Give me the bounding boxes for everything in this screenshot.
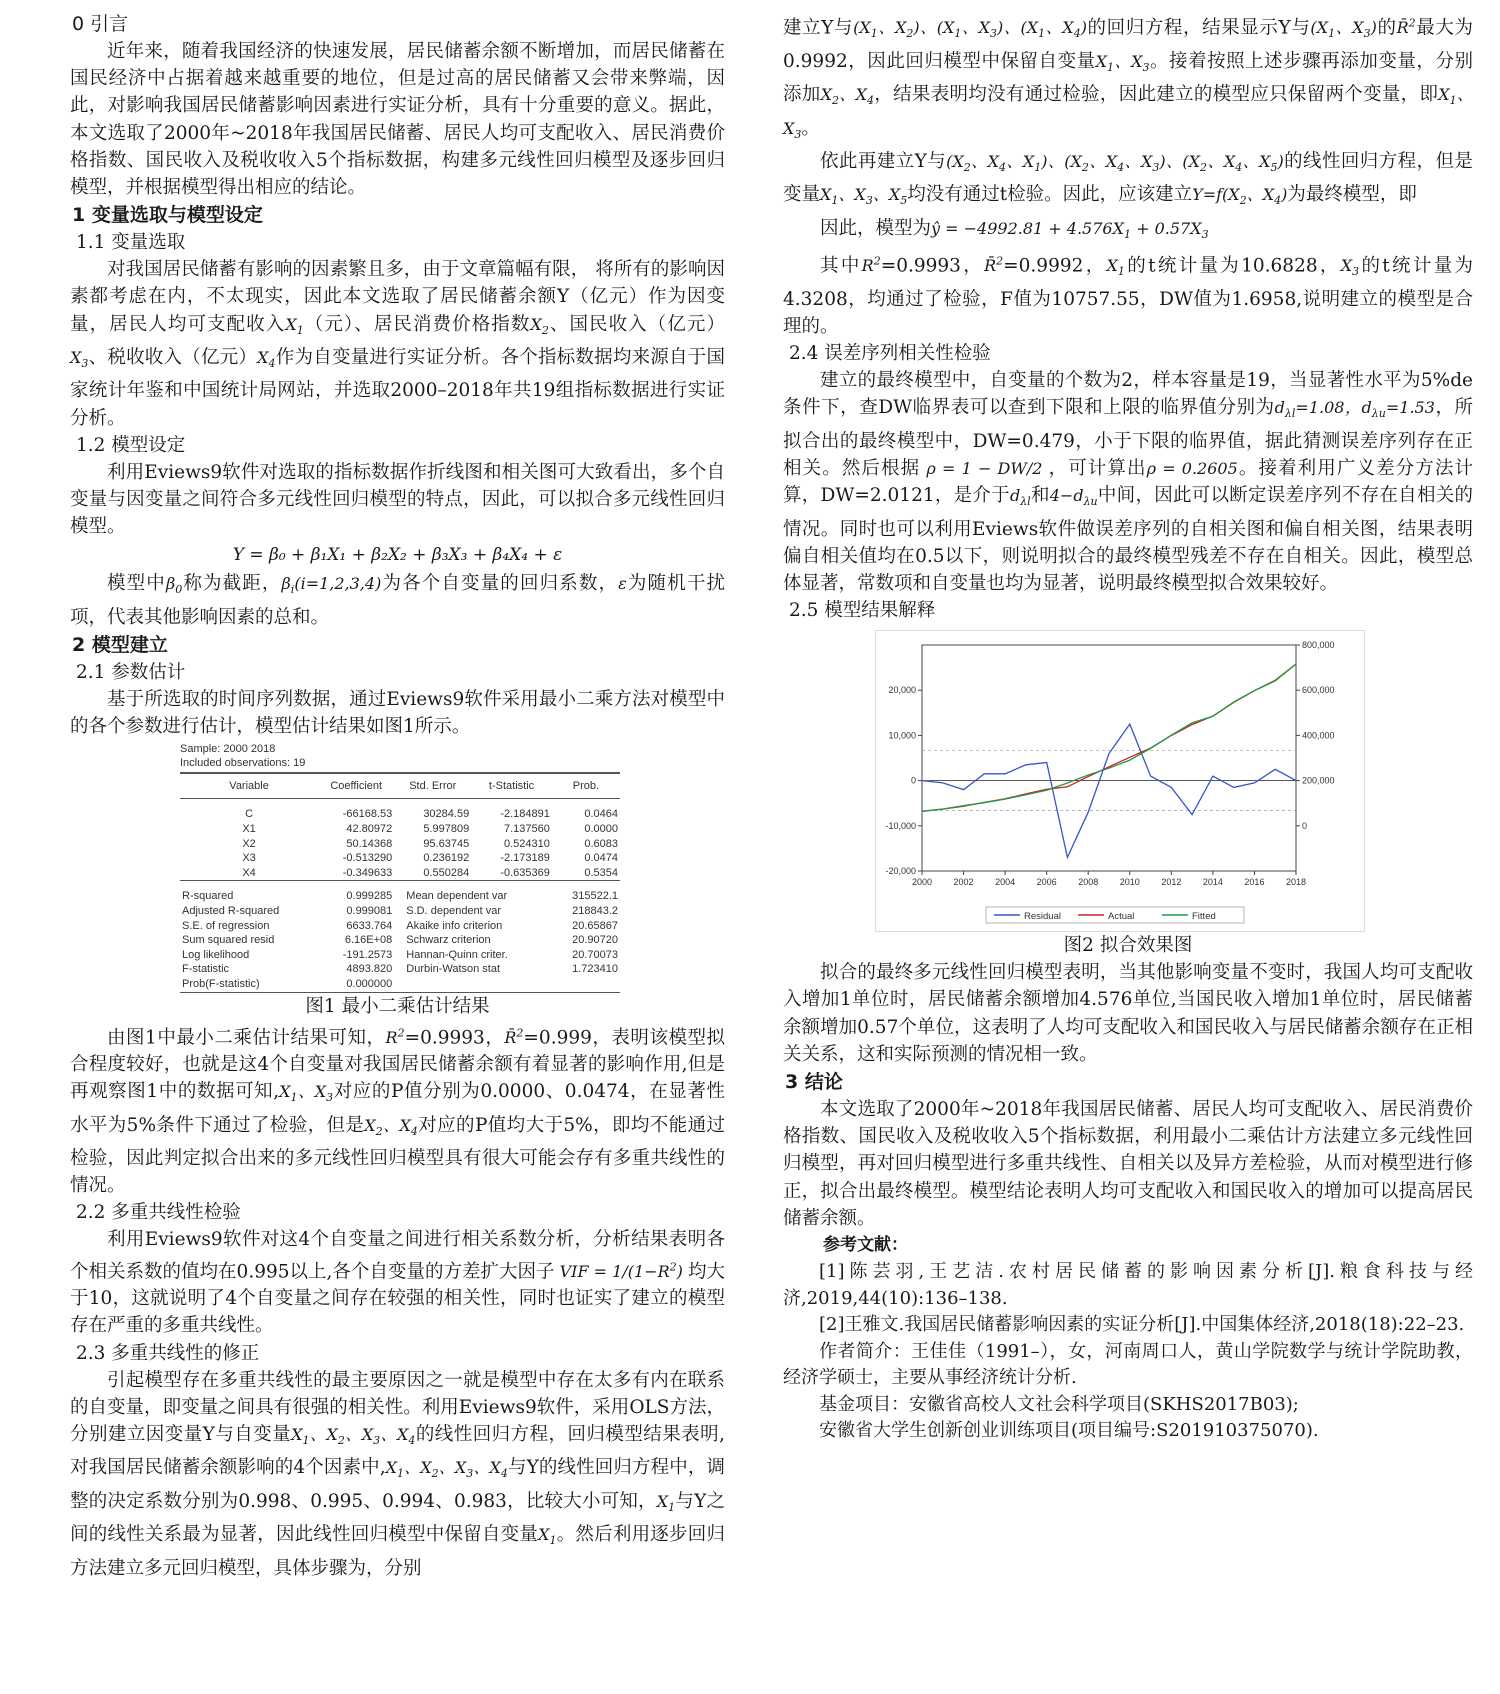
estimation-paragraph: 基于所选取的时间序列数据，通过Eviews9软件采用最小二乘方法对模型中的各个参数进行估计，模型估计结果如图1所示。 (70, 689, 725, 738)
table-row: X1 42.80972 5.997809 7.137560 0.0000 (242, 823, 618, 836)
funding-2: 安徽省大学生创新创业训练项目(项目编号:S201910375070). (819, 1420, 1319, 1442)
fit-chart-svg (876, 631, 1364, 931)
x-tick-label: 2002 (953, 877, 974, 888)
table-header: t-Statistic (488, 780, 535, 793)
stepwise-paragraph: 建立Y与($X_1$、$X_2$)、($X_1$、$X_3$)、($X_1$、$X_4$)的回归方程，结果显示Y与($X_1$、$X_3$)的R̄$^2$最大为0.9992，因此回归模型中保留自变量$X_1$、$X_3$。接着按照上述步骤再添加变量，分别添加$X_2$、$X_4$，结果表明均没有通过检验，因此建立的模型应只保留两个变量，即$X_1$、$X_3$。 (783, 17, 1473, 141)
right-column (783, 10, 1473, 1445)
left-tick-label: 0 (910, 775, 916, 786)
right-tick-label: 200,000 (1302, 775, 1335, 786)
stats-row: R-squared 0.999285 Mean dependent var 315522.1 (182, 890, 618, 903)
section-0-title: 0 引言 (72, 13, 129, 35)
section-1-title: 1 变量选取与模型设定 (72, 204, 263, 227)
x-tick-label: 2012 (1161, 877, 1182, 888)
section-2-3-title: 2.3 多重共线性的修正 (76, 1342, 260, 1364)
section-2-5-title: 2.5 模型结果解释 (789, 600, 936, 622)
x-tick-label: 2004 (995, 877, 1016, 888)
section-1-2-title: 1.2 模型设定 (76, 434, 186, 456)
plot-frame (922, 645, 1296, 871)
author-info: 作者简介：王佳佳（1991–），女，河南周口人，黄山学院数学与统计学院助教，经济学硕士，主要从事经济统计分析. (783, 1340, 1473, 1389)
right-tick-label: 800,000 (1302, 640, 1335, 651)
x-tick-label: 2018 (1285, 877, 1307, 888)
section-2-4-title: 2.4 误差序列相关性检验 (789, 343, 991, 365)
fit-chart (875, 630, 1365, 932)
collinearity-test-paragraph: 利用Eviews9软件对这4个自变量之间进行相关系数分析，分析结果表明各个相关系数的值均在0.995以上,各个自变量的方差扩大因子 VIF = $1/(1-R^2)$ 均大于10，这就说明了4个自变量之间存在较强的相关性，同时也证实了建立的模型存在严重的多重共线性。 (70, 1229, 725, 1337)
ols-result-table (180, 742, 620, 992)
regression-equation: Y = β₀ + β₁X₁ + β₂X₂ + β₃X₃ + β₄X₄ + ε (232, 545, 563, 566)
series-line-actual (922, 664, 1296, 811)
left-tick-label: 10,000 (888, 730, 916, 741)
x-tick-label: 2006 (1036, 877, 1057, 888)
table-header: Std. Error (409, 780, 457, 793)
left-column (70, 10, 725, 1582)
section-2-2-title: 2.2 多重共线性检验 (76, 1202, 241, 1224)
stats-row: S.E. of regression 6633.764 Akaike info criterion 20.65867 (182, 919, 618, 932)
model-formula-paragraph: 因此，模型为ŷ = $-4992.81 + 4.576X_1 + 0.57X_3$ (820, 217, 1209, 241)
stats-row: Log likelihood -191.2573 Hannan-Quinn criter. 20.70073 (182, 948, 618, 961)
reference-2: [2]王雅文.我国居民储蓄影响因素的实证分析[J].中国集体经济,2018(18):22–23. (819, 1314, 1465, 1336)
section-2-title: 2 模型建立 (72, 634, 168, 657)
table-header: Variable (229, 780, 269, 793)
left-tick-label: -20,000 (885, 866, 916, 877)
table-row: X2 50.14368 95.63745 0.524310 0.6083 (242, 837, 618, 850)
ols-result-paragraph: 由图1中最小二乘估计结果可知，$R^2=0.9993$，R̄$^2$=0.999，表明该模型拟合程度较好，也就是这4个自变量对我国居民储蓄余额有着显著的影响作用,但是再观察图1中的数据可知$,X_1$、$X_3$对应的P值分别为0.0000、0.0474，在显著性水平为5%条件下通过了检验，但是$X_2$、$X_4$对应的P值均大于5%，即均不能通过检验，因此判定拟合出来的多元线性回归模型具有很大可能会存有多重共线性的情况。 (70, 1026, 726, 1197)
table-row: X4 -0.349633 0.550284 -0.635369 0.5354 (180, 866, 620, 881)
stats-row: Adjusted R-squared 0.999081 S.D. dependent var 218843.2 (182, 904, 618, 917)
final-model-paragraph: 依此再建立Y与($X_2$、$X_4$、$X_1$)、($X_2$、$X_4$、$X_3$)、($X_2$、$X_4$、$X_5$)的线性回归方程，但是变量$X_1$、$X_3$、$X_5$均没有通过t检验。因此，应该建立$Y=f(X_2$、$X_4$)为最终模型，即 (783, 150, 1473, 208)
model-explain-paragraph: 模型中$\beta_0$称为截距，$\beta_i(i=1,2,3,4)$为各个自变量的回归系数，ε为随机干扰项，代表其他影响因素的总和。 (70, 573, 725, 628)
table-observations: Included observations: 19 (180, 757, 306, 770)
variable-selection-paragraph: 对我国居民储蓄有影响的因素繁且多，由于文章篇幅有限， 将所有的影响因素都考虑在内，不太现实，因此本文选取了居民储蓄余额Y（亿元）作为因变量，居民人均可支配收入$X_1$（元）、居民消费价格指数$X_2$、国民收入（亿元）$X_3$、税收收入（亿元）$X_4$作为自变量进行实证分析。各个指标数据均来源自于国家统计年鉴和中国统计局网站，并选取2000–2018年共19组指标数据进行实证分析。 (70, 259, 725, 429)
stats-row: Prob(F-statistic) 0.000000 (180, 977, 620, 992)
right-tick-label: 0 (1302, 820, 1308, 831)
collinearity-fix-paragraph: 引起模型存在多重共线性的最主要原因之一就是模型中存在太多有内在联系的自变量，即变量之间具有很强的相关性。利用Eviews9软件，采用OLS方法，分别建立因变量Y与自变量$X_1$、$X_2$、$X_3$、$X_4$的线性回归方程，回归模型结果表明,对我国居民储蓄余额影响的4个因素中$,X_1$、$X_2$、$X_3$、$X_4$与Y的线性回归方程中，调整的决定系数分别为0.998、0.995、0.994、0.983，比较大小可知，$X_1$与Y之间的线性关系最为显著，因此线性回归模型中保留自变量$X_1$。然后利用逐步回归方法建立多元回归模型，具体步骤为，分别 (70, 1369, 725, 1579)
figure-2-caption: 图2 拟合效果图 (1063, 935, 1193, 957)
legend-label: Residual (1024, 911, 1061, 923)
model-fit-paragraph: 其中$R^2=0.9993$，R̄$^2$=0.9992，$X_1$的t统计量为10.6828，$X_3$的t统计量为4.3208，均通过了检验，F值为10757.55，DW值为1.6958,说明建立的模型是合理的。 (783, 255, 1474, 337)
x-tick-label: 2008 (1078, 877, 1099, 888)
table-row: X3 -0.513290 0.236192 -2.173189 0.0474 (242, 852, 618, 865)
stats-row: F-statistic 4893.820 Durbin-Watson stat 1.723410 (182, 963, 618, 976)
section-3-title: 3 结论 (785, 1071, 843, 1093)
stats-row: Sum squared resid 6.16E+08 Schwarz criterion 20.90720 (182, 934, 618, 947)
references-title: 参考文献： (823, 1235, 908, 1256)
figure-1-caption: 图1 最小二乘估计结果 (305, 995, 490, 1017)
table-header: Coefficient (330, 780, 383, 793)
autocorrelation-paragraph: 建立的最终模型中，自变量的个数为2，样本容量是19，当显著性水平为5%de条件下，查DW临界表可以查到下限和上限的临界值分别为$d_{\lambda l}=1.08$，$d_{\lambda u}=1.53$，所拟合出的最终模型中，DW=0.479，小于下限的临界值，据此猜测误差序列存在正相关。然后根据 ρ = 1 − DW/2 ，可计算出ρ = 0.2605。接着利用广义差分方法计算，DW=2.0121，是介于$d_{\lambda l}$和$4-d_{\lambda u}$中间，因此可以断定误差序列不存在自相关的情况。同时也可以利用Eviews软件做误差序列的自相关图和偏自相关图，结果表明偏自相关值均在0.5以下，则说明拟合的最终模型残差不存在自相关。因此，模型总体显著，常数项和自变量也均为显著，说明最终模型拟合效果较好。 (783, 370, 1473, 594)
model-setting-paragraph: 利用Eviews9软件对选取的指标数据作折线图和相关图可大致看出，多个自变量与因变量之间符合多元线性回归模型的特点，因此，可以拟合多元线性回归模型。 (70, 461, 725, 538)
x-tick-label: 2000 (911, 877, 933, 888)
table-header: Prob. (572, 780, 600, 793)
x-tick-label: 2016 (1244, 877, 1265, 888)
interpretation-paragraph: 拟合的最终多元线性回归模型表明，当其他影响变量不变时，我国人均可支配收入增加1单位时，居民储蓄余额增加4.576单位,当国民收入增加1单位时，居民储蓄余额增加0.57个单位，这表明了人均可支配收入和国民收入与居民储蓄余额存在正相关关系，这和实际预测的情况相一致。 (783, 962, 1473, 1065)
right-tick-label: 600,000 (1302, 685, 1335, 696)
legend-label: Fitted (1192, 911, 1216, 923)
section-1-1-title: 1.1 变量选取 (76, 232, 186, 254)
left-tick-label: -10,000 (885, 820, 916, 831)
table-row: C -66168.53 30284.59 -2.184891 0.0464 (245, 808, 618, 821)
intro-paragraph: 近年来，随着我国经济的快速发展，居民储蓄余额不断增加，而居民储蓄在国民经济中占据着越来越重要的地位，但是过高的居民储蓄又会带来弊端，因此，对影响我国居民储蓄影响因素进行实证分析，具有十分重要的意义。据此，本文选取了2000年~2018年我国居民储蓄、居民人均可支配收入、居民消费价格指数、国民收入及税收收入5个指标数据，构建多元线性回归模型及逐步回归模型，并根据模型得出相应的结论。 (70, 41, 725, 199)
conclusion-paragraph: 本文选取了2000年~2018年我国居民储蓄、居民人均可支配收入、居民消费价格指数、国民收入及税收收入5个指标数据，利用最小二乘估计方法建立多元线性回归模型，再对回归模型进行多重共线性、自相关以及异方差检验，从而对模型进行修正，拟合出最终模型。模型结论表明人均可支配收入和国民收入的增加可以提高居民储蓄余额。 (783, 1099, 1473, 1229)
section-2-1-title: 2.1 参数估计 (76, 662, 186, 684)
table-header-row (180, 773, 620, 799)
series-line-fitted (922, 664, 1296, 811)
funding-1: 基金项目：安徽省高校人文社会科学项目(SKHS2017B03); (819, 1393, 1299, 1415)
series-line-residual (922, 724, 1296, 857)
x-tick-label: 2014 (1202, 877, 1223, 888)
table-sample: Sample: 2000 2018 (180, 743, 276, 756)
coefficient-table (180, 772, 620, 992)
legend-label: Actual (1108, 911, 1135, 923)
right-tick-label: 400,000 (1302, 730, 1335, 741)
reference-1: [1]陈芸羽,王艺洁.农村居民储蓄的影响因素分析[J].粮食科技与经济,2019,44(10):136–138. (783, 1261, 1473, 1309)
x-tick-label: 2010 (1119, 877, 1140, 888)
left-tick-label: 20,000 (888, 685, 916, 696)
